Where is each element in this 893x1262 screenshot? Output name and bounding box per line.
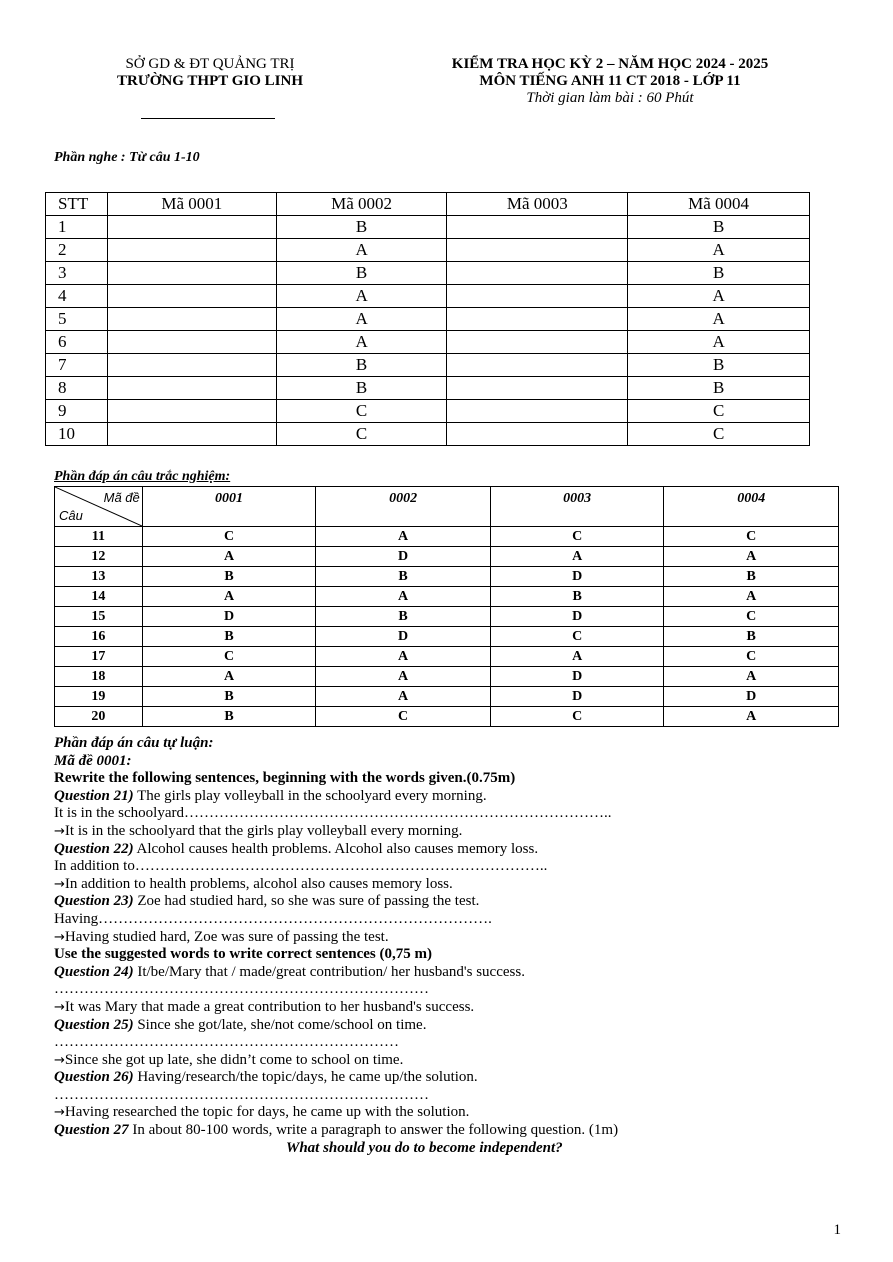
table-header-row [46,193,810,216]
question-number: 18 [55,667,143,687]
answer-cell [107,308,276,331]
answer-cell: B [276,262,447,285]
code-header: 0002 [316,487,491,527]
row-number: 4 [46,285,108,308]
answer-cell: A [276,331,447,354]
answer-cell [447,423,628,446]
table-row [46,285,810,308]
answer-cell: B [276,377,447,400]
table-row [55,707,839,727]
answer-cell: B [276,216,447,239]
answer-cell: A [276,239,447,262]
answer-cell: A [628,331,810,354]
answer-cell [447,377,628,400]
answer-cell: A [316,647,491,667]
answer-cell [447,308,628,331]
question-27 [54,1122,854,1140]
answer-cell [107,285,276,308]
answer-cell: C [490,627,664,647]
answer-cell: A [142,667,316,687]
answer-cell: B [316,567,491,587]
answer-line [54,1052,854,1070]
answer-cell [447,400,628,423]
code-header: 0001 [142,487,316,527]
header-right [410,56,810,107]
row-number: 1 [46,216,108,239]
answer-line [54,823,854,841]
table-row [55,567,839,587]
answer-text: It was Mary that made a great contribution to her husband's success. [64,998,475,1015]
table-row [55,667,839,687]
table-row [46,423,810,446]
arrow-icon: → [54,1105,65,1121]
answer-cell [447,216,628,239]
answer-text: Since she got up late, she didn’t come to school on time. [64,1051,404,1068]
question-26 [54,1069,854,1087]
table-row [46,308,810,331]
column-header: Mã 0003 [447,193,628,216]
answer-cell [447,239,628,262]
question-label: Question 26) [54,1069,134,1086]
corner-cell [55,487,143,527]
row-number: 2 [46,239,108,262]
question-21 [54,788,854,806]
answer-cell: A [664,587,839,607]
column-header: Mã 0004 [628,193,810,216]
answer-cell: D [316,547,491,567]
answer-cell: C [664,527,839,547]
answer-cell [447,331,628,354]
answer-cell: A [316,527,491,547]
school-name: TRƯỜNG THPT GIO LINH [116,73,303,89]
table-row [55,647,839,667]
answer-cell: D [490,567,664,587]
department-name: SỞ GD & ĐT QUẢNG TRỊ [125,56,295,72]
answer-cell [107,239,276,262]
instruction-rewrite: Rewrite the following sentences, beginning with the words given.(0.75m) [54,770,516,787]
answer-cell: D [490,607,664,627]
question-text: Since she got/late, she/not come/school on time. [133,1016,427,1033]
answer-cell: D [664,687,839,707]
answer-cell: A [628,308,810,331]
answer-cell: A [142,547,316,567]
answer-cell: D [490,667,664,687]
code-header: 0004 [664,487,839,527]
table-row [55,607,839,627]
answer-cell [107,400,276,423]
table-row [55,527,839,547]
answer-cell: D [142,607,316,627]
row-number: 7 [46,354,108,377]
answer-cell: B [142,687,316,707]
answer-cell [107,423,276,446]
answer-line [54,999,854,1017]
column-header: Mã 0001 [107,193,276,216]
answer-cell: A [316,687,491,707]
answer-text: It is in the schoolyard that the girls play volleyball every morning. [64,822,463,839]
question-label: Question 24) [54,963,134,980]
table-row [46,216,810,239]
answer-cell: A [490,647,664,667]
header-left [90,56,330,90]
answer-prompt: It is in the schoolyard………………………………………………………………………….. [54,805,612,822]
table-row [46,354,810,377]
answer-prompt: In addition to……………………………………………………………………….. [54,858,548,875]
essay-section [54,735,854,1157]
answer-cell: C [142,647,316,667]
question-number: 17 [55,647,143,667]
answer-cell: C [490,707,664,727]
arrow-icon: → [54,929,65,945]
answer-cell: B [628,354,810,377]
question-number: 11 [55,527,143,547]
column-header: STT [46,193,108,216]
answer-cell: C [628,400,810,423]
table-row [46,331,810,354]
row-number: 5 [46,308,108,331]
answer-cell: B [142,707,316,727]
question-text: It/be/Mary that / made/great contribution/ her husband's success. [133,963,525,980]
answer-cell: C [664,607,839,627]
question-number: 14 [55,587,143,607]
multiple-choice-answer-table [54,486,839,727]
question-number: 16 [55,627,143,647]
answer-cell [107,354,276,377]
question-label: Question 21) [54,787,134,804]
answer-cell: B [142,567,316,587]
answer-line [54,1104,854,1122]
answer-cell: A [664,707,839,727]
question-label: Question 25) [54,1016,134,1033]
question-label: Question 22) [54,840,134,857]
answer-text: Having researched the topic for days, he came up with the solution. [64,1104,470,1121]
code-header: 0003 [490,487,664,527]
table-row [46,400,810,423]
answer-cell: A [490,547,664,567]
answer-cell: B [316,607,491,627]
answer-cell [107,377,276,400]
question-text: In about 80-100 words, write a paragraph to answer the following question. (1m) [128,1122,619,1139]
arrow-icon: → [54,1052,65,1068]
question-25 [54,1017,854,1035]
answer-cell [107,216,276,239]
answer-cell [447,354,628,377]
answer-cell: A [316,587,491,607]
answer-cell: A [276,285,447,308]
dotted-line: ………………………………………………………………… [54,1086,429,1103]
listening-answer-table [45,192,810,446]
arrow-icon: → [54,823,65,839]
essay-question: What should you do to become independent? [286,1139,563,1156]
answer-cell: B [628,216,810,239]
answer-cell: A [628,285,810,308]
answer-cell: C [664,647,839,667]
exam-duration: Thời gian làm bài : 60 Phút [526,90,694,106]
answer-cell [447,262,628,285]
answer-cell: D [316,627,491,647]
answer-cell [107,331,276,354]
arrow-icon: → [54,999,65,1015]
table-row [55,547,839,567]
table-row [55,687,839,707]
answer-cell: A [664,547,839,567]
exam-code-label: Mã đề 0001: [54,752,132,769]
table-row [46,239,810,262]
row-number: 6 [46,331,108,354]
answer-cell: B [628,377,810,400]
answer-cell: A [276,308,447,331]
header-divider [141,118,275,119]
subject-title: MÔN TIẾNG ANH 11 CT 2018 - LỚP 11 [479,73,741,89]
answer-cell: B [664,627,839,647]
table-header-row [55,487,839,527]
column-header: Mã 0002 [276,193,447,216]
table-row [55,587,839,607]
question-text: Zoe had studied hard, so she was sure of passing the test. [133,893,480,910]
question-number: 13 [55,567,143,587]
answer-cell: C [316,707,491,727]
answer-cell: C [490,527,664,547]
answer-cell: A [316,667,491,687]
question-number: 15 [55,607,143,627]
question-number: 20 [55,707,143,727]
answer-cell: B [490,587,664,607]
essay-heading: Phần đáp án câu tự luận: [54,735,214,751]
answer-cell: B [276,354,447,377]
answer-cell: C [628,423,810,446]
answer-cell [447,285,628,308]
question-text: Alcohol causes health problems. Alcohol also causes memory loss. [133,840,539,857]
answer-cell: B [628,262,810,285]
answer-cell: B [664,567,839,587]
table-row [55,627,839,647]
corner-label-code: Mã đề [103,490,140,505]
question-24 [54,964,854,982]
answer-cell: A [664,667,839,687]
question-number: 12 [55,547,143,567]
multiple-choice-heading: Phần đáp án câu trắc nghiệm: [54,469,231,484]
arrow-icon: → [54,876,65,892]
question-number: 19 [55,687,143,707]
answer-cell: C [142,527,316,547]
answer-line [54,929,854,947]
row-number: 10 [46,423,108,446]
answer-text: In addition to health problems, alcohol also causes memory loss. [64,875,453,892]
listening-heading: Phần nghe : Từ câu 1-10 [54,150,200,165]
question-text: Having/research/the topic/days, he came up/the solution. [133,1069,478,1086]
exam-title: KIỂM TRA HỌC KỲ 2 – NĂM HỌC 2024 - 2025 [451,56,769,72]
answer-cell: C [276,423,447,446]
table-row [46,262,810,285]
answer-cell: B [142,627,316,647]
answer-cell [107,262,276,285]
question-22 [54,841,854,859]
answer-cell: D [490,687,664,707]
question-label: Question 27 [54,1122,129,1139]
answer-cell: A [628,239,810,262]
question-label: Question 23) [54,893,134,910]
answer-prompt: Having……………………………………………………………………. [54,910,492,927]
answer-cell: C [276,400,447,423]
question-23 [54,893,854,911]
row-number: 9 [46,400,108,423]
dotted-line: ………………………………………………………………… [54,981,429,998]
answer-cell: A [142,587,316,607]
row-number: 8 [46,377,108,400]
answer-text: Having studied hard, Zoe was sure of passing the test. [64,928,389,945]
answer-line [54,876,854,894]
page-number: 1 [833,1222,841,1238]
corner-label-question: Câu [59,508,83,523]
row-number: 3 [46,262,108,285]
instruction-suggested-words: Use the suggested words to write correct sentences (0,75 m) [54,946,432,963]
dotted-line: …………………………………………………………… [54,1034,399,1051]
table-row [46,377,810,400]
question-text: The girls play volleyball in the schoolyard every morning. [133,787,487,804]
